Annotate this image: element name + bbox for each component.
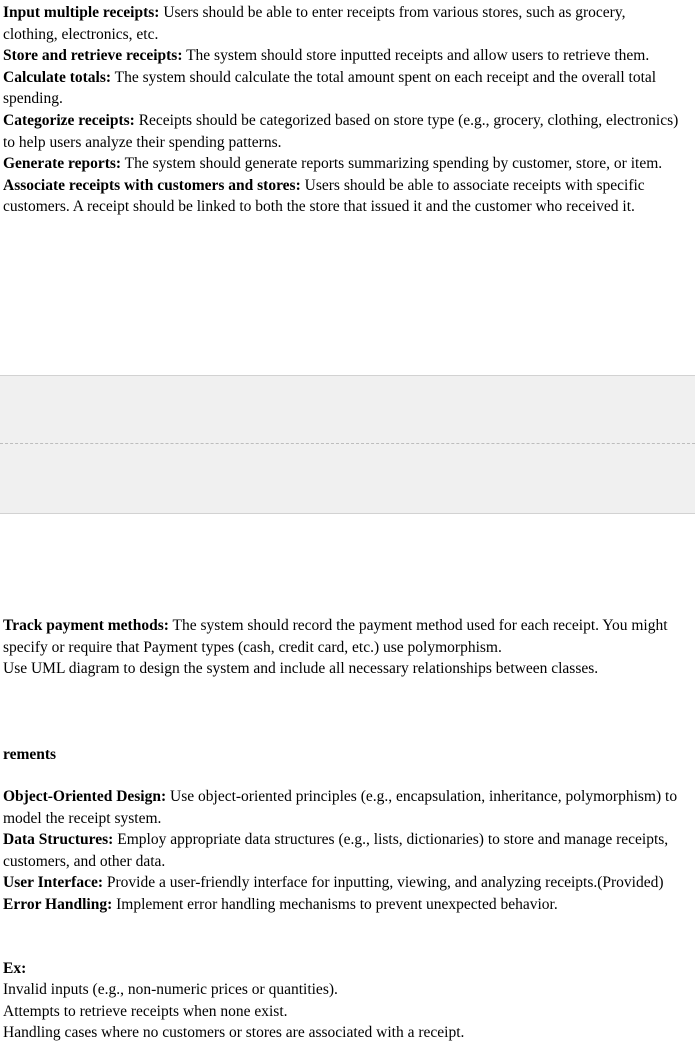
feature-item — [3, 2, 683, 45]
feature-text: The system should calculate the total amount spent on each receipt and the overall total spending. — [3, 68, 657, 108]
feature-text: Users should be able to enter receipts from various stores, such as grocery, clothing, electronics, etc. — [3, 4, 626, 43]
requirement-item — [3, 894, 683, 916]
requirement-text: Implement error handling mechanisms to prevent unexpected behavior. — [112, 895, 558, 913]
feature-term: Associate receipts with customers and stores: — [3, 176, 301, 194]
feature-text: The system should store inputted receipts and allow users to retrieve them. — [182, 47, 650, 65]
feature-term: Calculate totals: — [3, 68, 112, 86]
example-item: Invalid inputs (e.g., non-numeric prices or quantities). — [3, 981, 338, 998]
page-break-divider — [0, 443, 695, 444]
example-item: Handling cases where no customers or stores are associated with a receipt. — [3, 1024, 465, 1042]
example-item: Attempts to retrieve receipts when none exist. — [3, 1002, 288, 1020]
page-break-band — [0, 375, 695, 514]
requirement-text: Provide a user-friendly interface for inputting, viewing, and analyzing receipts.(Provided) — [103, 874, 664, 892]
payment-text: The system should record the payment method used for each receipt. You might specify or require that Payment types (cash, credit card, etc.) use polymorphism. — [3, 617, 668, 656]
feature-text: Receipts should be categorized based on store type (e.g., grocery, clothing, electronics) to help users analyze their spending patterns. — [3, 111, 679, 151]
payment-term: Track payment methods: — [3, 617, 169, 634]
feature-term: Categorize receipts: — [3, 111, 135, 129]
feature-text: Users should be able to associate receipts with specific customers. A receipt should be linked to both the store that issued it and the customer who received it. — [3, 176, 645, 216]
requirement-term: Data Structures: — [3, 831, 114, 849]
requirements-list — [3, 786, 683, 916]
feature-text: The system should generate reports summarizing spending by customer, store, or item. — [121, 155, 663, 173]
payment-section — [3, 615, 683, 680]
feature-term: Generate reports: — [3, 155, 122, 173]
requirement-term: User Interface: — [3, 874, 103, 892]
requirement-item — [3, 829, 683, 872]
feature-term: Input multiple receipts: — [3, 4, 160, 21]
uml-note: Use UML diagram to design the system and include all necessary relationships between classes. — [3, 660, 599, 678]
feature-item — [3, 110, 683, 153]
requirement-text: Employ appropriate data structures (e.g., lists, dictionaries) to store and manage receipts, customers, and other data. — [3, 831, 669, 870]
requirement-item — [3, 786, 683, 829]
requirements-heading: rements — [3, 746, 57, 763]
examples-label: Ex: — [3, 960, 27, 977]
feature-item — [3, 45, 683, 67]
requirement-item — [3, 872, 683, 894]
feature-item — [3, 67, 683, 110]
feature-list — [3, 2, 683, 218]
feature-item — [3, 175, 683, 218]
payment-item — [3, 615, 683, 658]
requirement-term: Object-Oriented Design: — [3, 788, 167, 805]
feature-item — [3, 153, 683, 175]
requirement-term: Error Handling: — [3, 895, 113, 913]
examples-list — [3, 979, 683, 1044]
requirement-text: Use object-oriented principles (e.g., encapsulation, inheritance, polymorphism) to model the receipt system. — [3, 788, 678, 827]
feature-term: Store and retrieve receipts: — [3, 47, 183, 65]
